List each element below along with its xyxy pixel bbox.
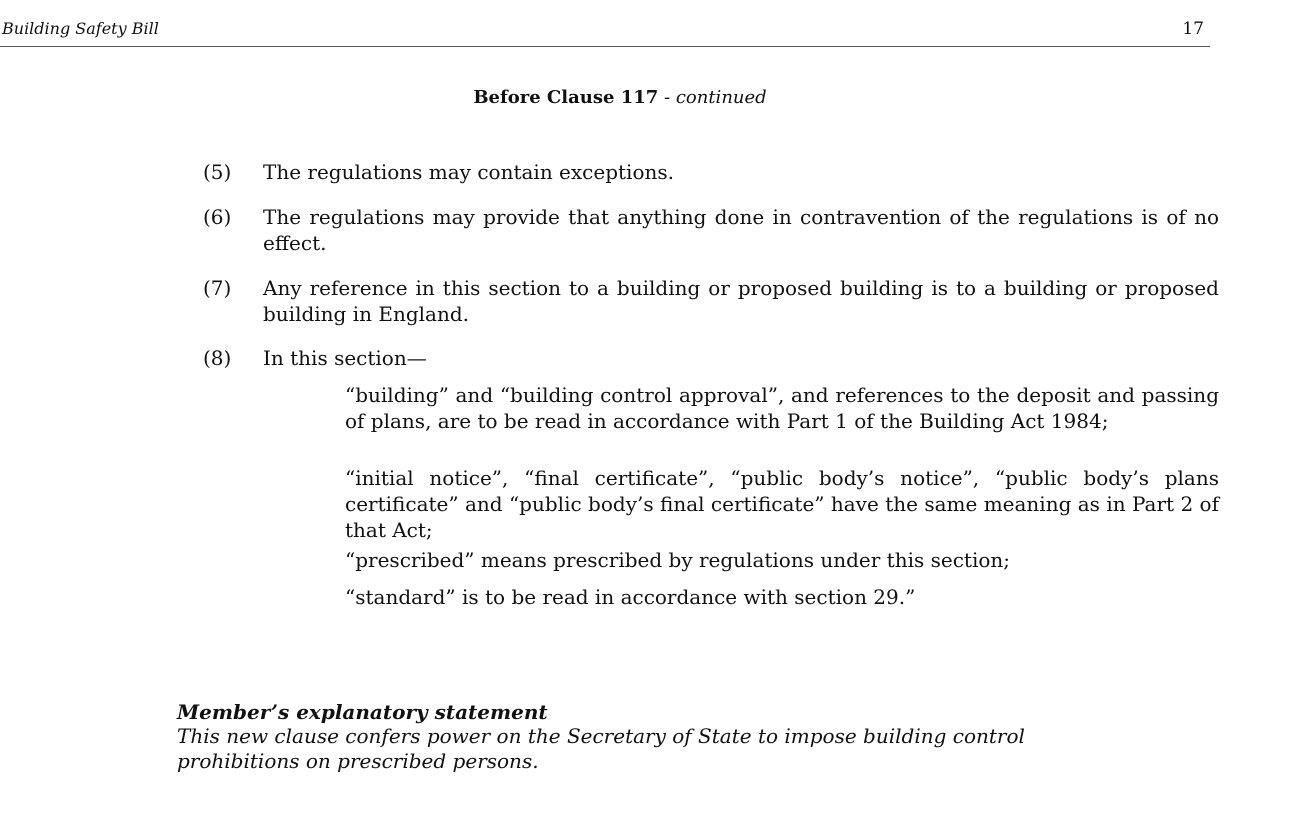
subsection-8	[203, 345, 1219, 371]
running-title: Building Safety Bill	[2, 19, 159, 38]
heading-continued: continued	[675, 87, 767, 108]
definition-standard: “standard” is to be read in accordance with section 29.”	[345, 585, 916, 609]
definition-building: “building” and “building control approval”, and references to the deposit and passing of plans, are to be read in accordance with Part 1 of the Building Act 1984;	[345, 383, 1219, 433]
heading-clause: Before Clause 117	[473, 87, 659, 108]
page-number: 17	[1182, 19, 1204, 39]
subsection-number: (6)	[203, 205, 232, 229]
definition-prescribed: “prescribed” means prescribed by regulations under this section;	[345, 548, 1010, 572]
explanatory-statement-body: This new clause confers power on the Secretary of State to impose building control prohibitions on prescribed persons.	[177, 724, 1025, 773]
subsection-6	[203, 204, 1219, 256]
explanatory-statement-heading: Member’s explanatory statement	[177, 700, 548, 724]
subsection-text: The regulations may provide that anything done in contravention of the regulations is of no effect.	[263, 205, 1219, 255]
subsection-text: In this section—	[263, 346, 427, 370]
subsection-text: The regulations may contain exceptions.	[263, 160, 674, 184]
subsection-5	[203, 159, 1219, 185]
subsection-number: (7)	[203, 276, 232, 300]
heading-separator: -	[658, 87, 676, 108]
running-header	[0, 18, 1210, 47]
subsection-7	[203, 275, 1219, 327]
section-heading	[0, 87, 1240, 108]
subsection-number: (8)	[203, 346, 232, 370]
subsection-number: (5)	[203, 160, 232, 184]
subsection-text: Any reference in this section to a building or proposed building is to a building or proposed building in England.	[263, 276, 1219, 326]
definition-initial-notice: “initial notice”, “final certificate”, “public body’s notice”, “public body’s plans certificate” and “public body’s final certificate” have the same meaning as in Part 2 of that Act;	[345, 466, 1219, 542]
